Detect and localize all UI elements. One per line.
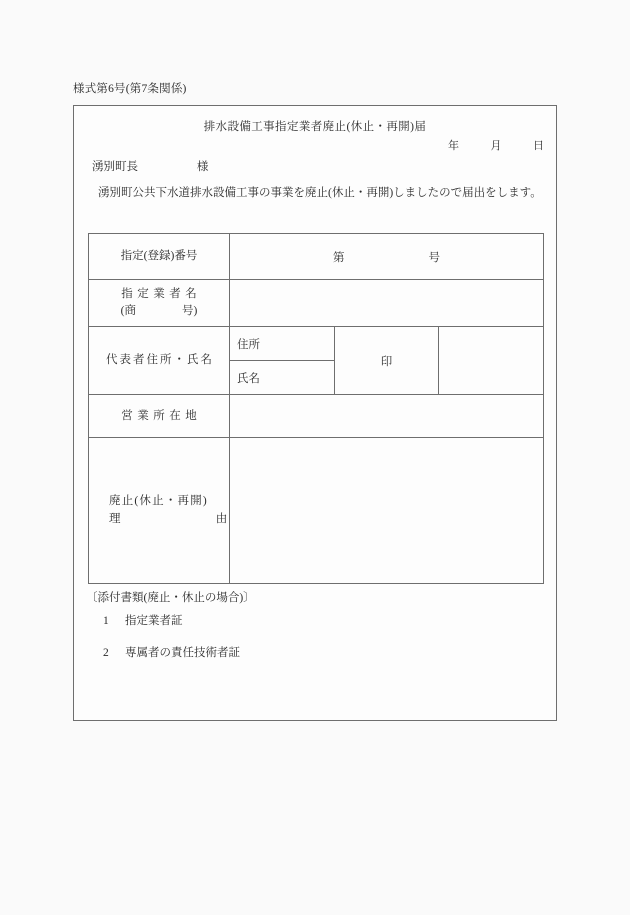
value-designation-number — [230, 234, 544, 280]
representative-blank-cell[interactable] — [439, 327, 544, 395]
representative-name-row — [230, 361, 334, 395]
label-representative-address: 住所 — [230, 327, 334, 361]
form-number: 様式第6号(第7条関係) — [73, 83, 187, 95]
attachment-item-2-label: 専属者の責任技術者証 — [125, 646, 240, 659]
label-representative-text: 代表者住所・氏名 — [106, 354, 214, 367]
value-office-location[interactable] — [230, 395, 544, 438]
addressee-line — [92, 158, 208, 174]
attachment-item-2-number: 2 — [103, 646, 109, 659]
label-office-location-text: 営業所在地 — [121, 409, 202, 422]
label-company-name — [89, 280, 230, 327]
label-representative-name: 氏名 — [237, 372, 260, 385]
value-reason[interactable] — [230, 438, 544, 584]
attachments-heading: 〔添付書類(廃止・休止の場合)〕 — [86, 592, 255, 604]
label-reason-line1: 廃止(休止・再開) — [109, 495, 208, 508]
label-representative — [89, 327, 230, 395]
attachment-item-1-number: 1 — [103, 615, 109, 628]
label-company-name-line2: (商 号) — [120, 305, 198, 317]
table-row-designation-number — [89, 234, 544, 280]
form-table — [88, 233, 544, 584]
body-paragraph: 湧別町公共下水道排水設備工事の事業を廃止(休止・再開)しましたので届出をします。 — [98, 187, 542, 199]
attachments-section — [86, 590, 255, 662]
addressee-honorific: 様 — [196, 161, 209, 173]
value-company-name[interactable] — [230, 280, 544, 327]
representative-subtable-cell — [230, 327, 335, 395]
label-reason-line2-start: 理 — [109, 512, 122, 525]
table-row-representative — [89, 327, 544, 395]
addressee-name: 湧別町長 — [92, 161, 138, 173]
seal-cell: 印 — [334, 327, 439, 395]
table-row-office-location — [89, 395, 544, 438]
label-designation-number: 指定(登録)番号 — [89, 234, 230, 280]
attachment-item-1-label: 指定業者証 — [125, 615, 183, 628]
designation-number-suffix: 号 — [428, 251, 440, 264]
date-line — [448, 137, 544, 153]
table-row-reason — [89, 438, 544, 584]
label-office-location — [89, 395, 230, 438]
attachment-item-1 — [86, 613, 255, 630]
representative-address-row — [230, 327, 334, 361]
label-company-name-line1: 指定業者名 — [121, 288, 202, 301]
designation-number-prefix: 第 — [333, 251, 345, 264]
attachment-item-2 — [86, 645, 255, 662]
date-month-label: 月 — [490, 140, 502, 152]
representative-subtable — [230, 327, 334, 394]
form-frame — [73, 105, 557, 721]
label-reason — [89, 438, 230, 584]
page-title: 排水設備工事指定業者廃止(休止・再開)届 — [203, 121, 427, 133]
date-day-label: 日 — [533, 140, 544, 152]
label-reason-line2-end: 由 — [215, 512, 229, 525]
date-year-label: 年 — [448, 140, 459, 152]
table-row-company-name — [89, 280, 544, 327]
label-reason-line2 — [109, 511, 229, 528]
